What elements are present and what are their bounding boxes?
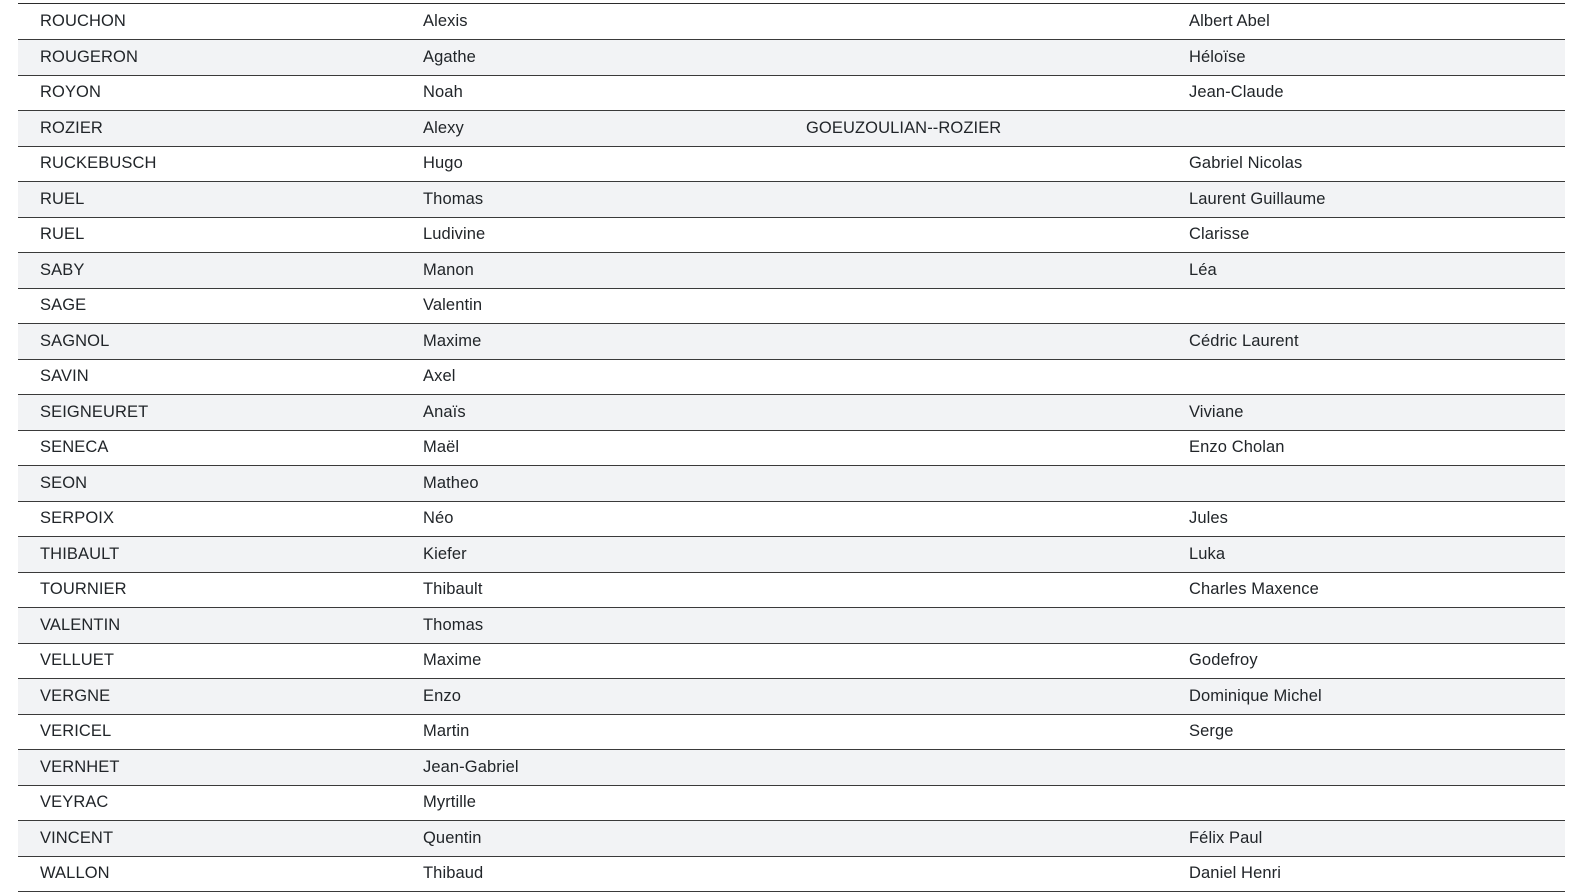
table-row — [18, 359, 1565, 395]
table-row — [18, 537, 1565, 573]
table-row — [18, 856, 1565, 892]
other-name-cell — [784, 643, 1167, 679]
other-name-cell — [784, 288, 1167, 324]
other-name-cell — [784, 75, 1167, 111]
other-name-cell — [784, 395, 1167, 431]
table-row — [18, 785, 1565, 821]
first-name-cell: Matheo — [401, 466, 784, 502]
middle-names-cell — [1167, 111, 1565, 147]
first-name-cell: Hugo — [401, 146, 784, 182]
other-name-cell — [784, 750, 1167, 786]
last-name-cell: VALENTIN — [18, 608, 401, 644]
last-name-cell: SAGNOL — [18, 324, 401, 360]
first-name-cell: Enzo — [401, 679, 784, 715]
table-row — [18, 430, 1565, 466]
other-name-cell — [784, 608, 1167, 644]
last-name-cell: VELLUET — [18, 643, 401, 679]
first-name-cell: Jean-Gabriel — [401, 750, 784, 786]
names-table-body — [18, 4, 1565, 892]
middle-names-cell — [1167, 785, 1565, 821]
last-name-cell: ROUGERON — [18, 40, 401, 76]
table-row — [18, 217, 1565, 253]
middle-names-cell: Godefroy — [1167, 643, 1565, 679]
middle-names-cell: Dominique Michel — [1167, 679, 1565, 715]
last-name-cell: SEIGNEURET — [18, 395, 401, 431]
middle-names-cell: Enzo Cholan — [1167, 430, 1565, 466]
middle-names-cell: Félix Paul — [1167, 821, 1565, 857]
other-name-cell — [784, 146, 1167, 182]
first-name-cell: Kiefer — [401, 537, 784, 573]
last-name-cell: TOURNIER — [18, 572, 401, 608]
table-row — [18, 182, 1565, 218]
last-name-cell: VERICEL — [18, 714, 401, 750]
first-name-cell: Quentin — [401, 821, 784, 857]
first-name-cell: Martin — [401, 714, 784, 750]
other-name-cell — [784, 359, 1167, 395]
middle-names-cell: Jean-Claude — [1167, 75, 1565, 111]
other-name-cell — [784, 466, 1167, 502]
other-name-cell — [784, 182, 1167, 218]
middle-names-cell — [1167, 359, 1565, 395]
last-name-cell: VINCENT — [18, 821, 401, 857]
first-name-cell: Thibault — [401, 572, 784, 608]
last-name-cell: VEYRAC — [18, 785, 401, 821]
middle-names-cell: Charles Maxence — [1167, 572, 1565, 608]
middle-names-cell: Daniel Henri — [1167, 856, 1565, 892]
last-name-cell: WALLON — [18, 856, 401, 892]
other-name-cell — [784, 324, 1167, 360]
table-row — [18, 501, 1565, 537]
table-row — [18, 40, 1565, 76]
table-row — [18, 253, 1565, 289]
other-name-cell — [784, 4, 1167, 40]
first-name-cell: Axel — [401, 359, 784, 395]
first-name-cell: Maxime — [401, 324, 784, 360]
last-name-cell: SABY — [18, 253, 401, 289]
table-row — [18, 288, 1565, 324]
table-row — [18, 750, 1565, 786]
table-row — [18, 4, 1565, 40]
other-name-cell — [784, 679, 1167, 715]
middle-names-cell: Cédric Laurent — [1167, 324, 1565, 360]
first-name-cell: Myrtille — [401, 785, 784, 821]
other-name-cell — [784, 821, 1167, 857]
last-name-cell: SENECA — [18, 430, 401, 466]
last-name-cell: RUEL — [18, 217, 401, 253]
table-row — [18, 572, 1565, 608]
other-name-cell — [784, 253, 1167, 289]
middle-names-cell: Gabriel Nicolas — [1167, 146, 1565, 182]
last-name-cell: VERGNE — [18, 679, 401, 715]
last-name-cell: ROZIER — [18, 111, 401, 147]
table-row — [18, 679, 1565, 715]
first-name-cell: Anaïs — [401, 395, 784, 431]
table-row — [18, 324, 1565, 360]
names-table — [18, 4, 1565, 892]
middle-names-cell: Jules — [1167, 501, 1565, 537]
other-name-cell — [784, 430, 1167, 466]
table-row — [18, 608, 1565, 644]
first-name-cell: Valentin — [401, 288, 784, 324]
middle-names-cell: Serge — [1167, 714, 1565, 750]
first-name-cell: Agathe — [401, 40, 784, 76]
middle-names-cell — [1167, 750, 1565, 786]
other-name-cell: GOEUZOULIAN--ROZIER — [784, 111, 1167, 147]
middle-names-cell — [1167, 608, 1565, 644]
other-name-cell — [784, 856, 1167, 892]
other-name-cell — [784, 40, 1167, 76]
last-name-cell: ROYON — [18, 75, 401, 111]
table-row — [18, 146, 1565, 182]
table-row — [18, 714, 1565, 750]
other-name-cell — [784, 714, 1167, 750]
names-table-container — [18, 3, 1565, 892]
middle-names-cell: Laurent Guillaume — [1167, 182, 1565, 218]
table-row — [18, 643, 1565, 679]
last-name-cell: THIBAULT — [18, 537, 401, 573]
first-name-cell: Alexis — [401, 4, 784, 40]
other-name-cell — [784, 785, 1167, 821]
first-name-cell: Thomas — [401, 608, 784, 644]
first-name-cell: Maël — [401, 430, 784, 466]
last-name-cell: SAGE — [18, 288, 401, 324]
first-name-cell: Néo — [401, 501, 784, 537]
table-row — [18, 75, 1565, 111]
first-name-cell: Manon — [401, 253, 784, 289]
other-name-cell — [784, 217, 1167, 253]
first-name-cell: Maxime — [401, 643, 784, 679]
middle-names-cell — [1167, 288, 1565, 324]
last-name-cell: SAVIN — [18, 359, 401, 395]
other-name-cell — [784, 572, 1167, 608]
table-row — [18, 111, 1565, 147]
last-name-cell: VERNHET — [18, 750, 401, 786]
first-name-cell: Thibaud — [401, 856, 784, 892]
first-name-cell: Ludivine — [401, 217, 784, 253]
middle-names-cell: Léa — [1167, 253, 1565, 289]
first-name-cell: Thomas — [401, 182, 784, 218]
middle-names-cell: Héloïse — [1167, 40, 1565, 76]
last-name-cell: SERPOIX — [18, 501, 401, 537]
middle-names-cell: Viviane — [1167, 395, 1565, 431]
table-row — [18, 466, 1565, 502]
middle-names-cell — [1167, 466, 1565, 502]
middle-names-cell: Albert Abel — [1167, 4, 1565, 40]
other-name-cell — [784, 537, 1167, 573]
middle-names-cell: Clarisse — [1167, 217, 1565, 253]
last-name-cell: ROUCHON — [18, 4, 401, 40]
table-row — [18, 821, 1565, 857]
last-name-cell: SEON — [18, 466, 401, 502]
last-name-cell: RUEL — [18, 182, 401, 218]
first-name-cell: Noah — [401, 75, 784, 111]
first-name-cell: Alexy — [401, 111, 784, 147]
middle-names-cell: Luka — [1167, 537, 1565, 573]
last-name-cell: RUCKEBUSCH — [18, 146, 401, 182]
other-name-cell — [784, 501, 1167, 537]
table-row — [18, 395, 1565, 431]
